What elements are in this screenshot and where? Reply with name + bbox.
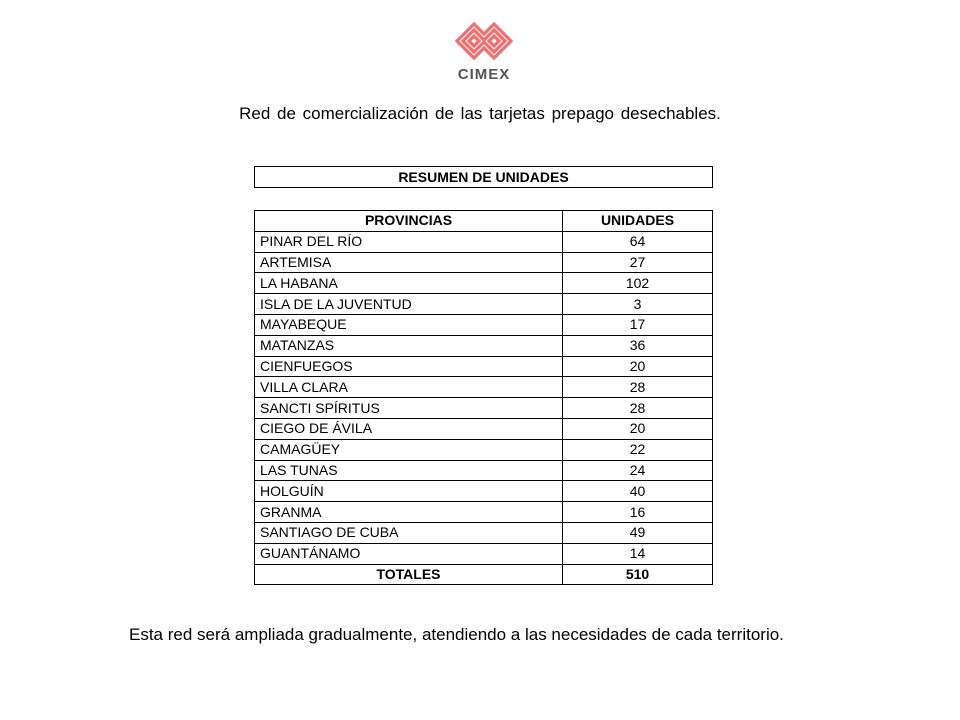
province-cell: PINAR DEL RÍO	[255, 231, 563, 252]
units-cell: 17	[563, 314, 713, 335]
province-cell: SANCTI SPÍRITUS	[255, 398, 563, 419]
table-row	[255, 418, 713, 439]
province-cell: HOLGUÍN	[255, 481, 563, 502]
table-row	[255, 231, 713, 252]
units-cell: 64	[563, 231, 713, 252]
province-cell: LAS TUNAS	[255, 460, 563, 481]
document-title: Red de comercialización de las tarjetas prepago desechables.	[239, 104, 721, 123]
province-cell: ISLA DE LA JUVENTUD	[255, 294, 563, 315]
footer-note: Esta red será ampliada gradualmente, atendiendo a las necesidades de cada territorio.	[129, 625, 784, 644]
table-row	[255, 294, 713, 315]
units-cell: 16	[563, 502, 713, 523]
units-cell: 27	[563, 252, 713, 273]
province-cell: GUANTÁNAMO	[255, 543, 563, 564]
table-row	[255, 543, 713, 564]
province-cell: LA HABANA	[255, 273, 563, 294]
totals-row	[255, 564, 713, 585]
province-cell: SANTIAGO DE CUBA	[255, 522, 563, 543]
table-row	[255, 273, 713, 294]
province-cell: ARTEMISA	[255, 252, 563, 273]
cimex-logo	[448, 22, 520, 84]
table-header-row	[255, 211, 713, 232]
cimex-diamond-logo-icon	[455, 22, 513, 62]
table-row	[255, 314, 713, 335]
province-cell: GRANMA	[255, 502, 563, 523]
units-cell: 28	[563, 398, 713, 419]
table-row	[255, 439, 713, 460]
units-cell: 24	[563, 460, 713, 481]
province-cell: CAMAGÜEY	[255, 439, 563, 460]
table-body	[255, 231, 713, 585]
table-row	[255, 481, 713, 502]
table-row	[255, 377, 713, 398]
table-row	[255, 460, 713, 481]
province-cell: VILLA CLARA	[255, 377, 563, 398]
table-row	[255, 522, 713, 543]
province-cell: CIEGO DE ÁVILA	[255, 418, 563, 439]
units-cell: 3	[563, 294, 713, 315]
table-row	[255, 356, 713, 377]
province-cell: CIENFUEGOS	[255, 356, 563, 377]
summary-header: RESUMEN DE UNIDADES	[254, 166, 713, 188]
units-cell: 40	[563, 481, 713, 502]
units-cell: 28	[563, 377, 713, 398]
column-header-provincias: PROVINCIAS	[255, 211, 563, 232]
logo-text: CIMEX	[457, 66, 511, 83]
totals-label: TOTALES	[255, 564, 563, 585]
province-cell: MATANZAS	[255, 335, 563, 356]
table-row	[255, 502, 713, 523]
units-cell: 102	[563, 273, 713, 294]
units-cell: 36	[563, 335, 713, 356]
units-cell: 20	[563, 356, 713, 377]
units-cell: 49	[563, 522, 713, 543]
units-cell: 22	[563, 439, 713, 460]
province-cell: MAYABEQUE	[255, 314, 563, 335]
units-table	[254, 210, 713, 585]
units-cell: 20	[563, 418, 713, 439]
table-row	[255, 398, 713, 419]
table-row	[255, 252, 713, 273]
table-row	[255, 335, 713, 356]
column-header-unidades: UNIDADES	[563, 211, 713, 232]
units-cell: 14	[563, 543, 713, 564]
totals-value: 510	[563, 564, 713, 585]
